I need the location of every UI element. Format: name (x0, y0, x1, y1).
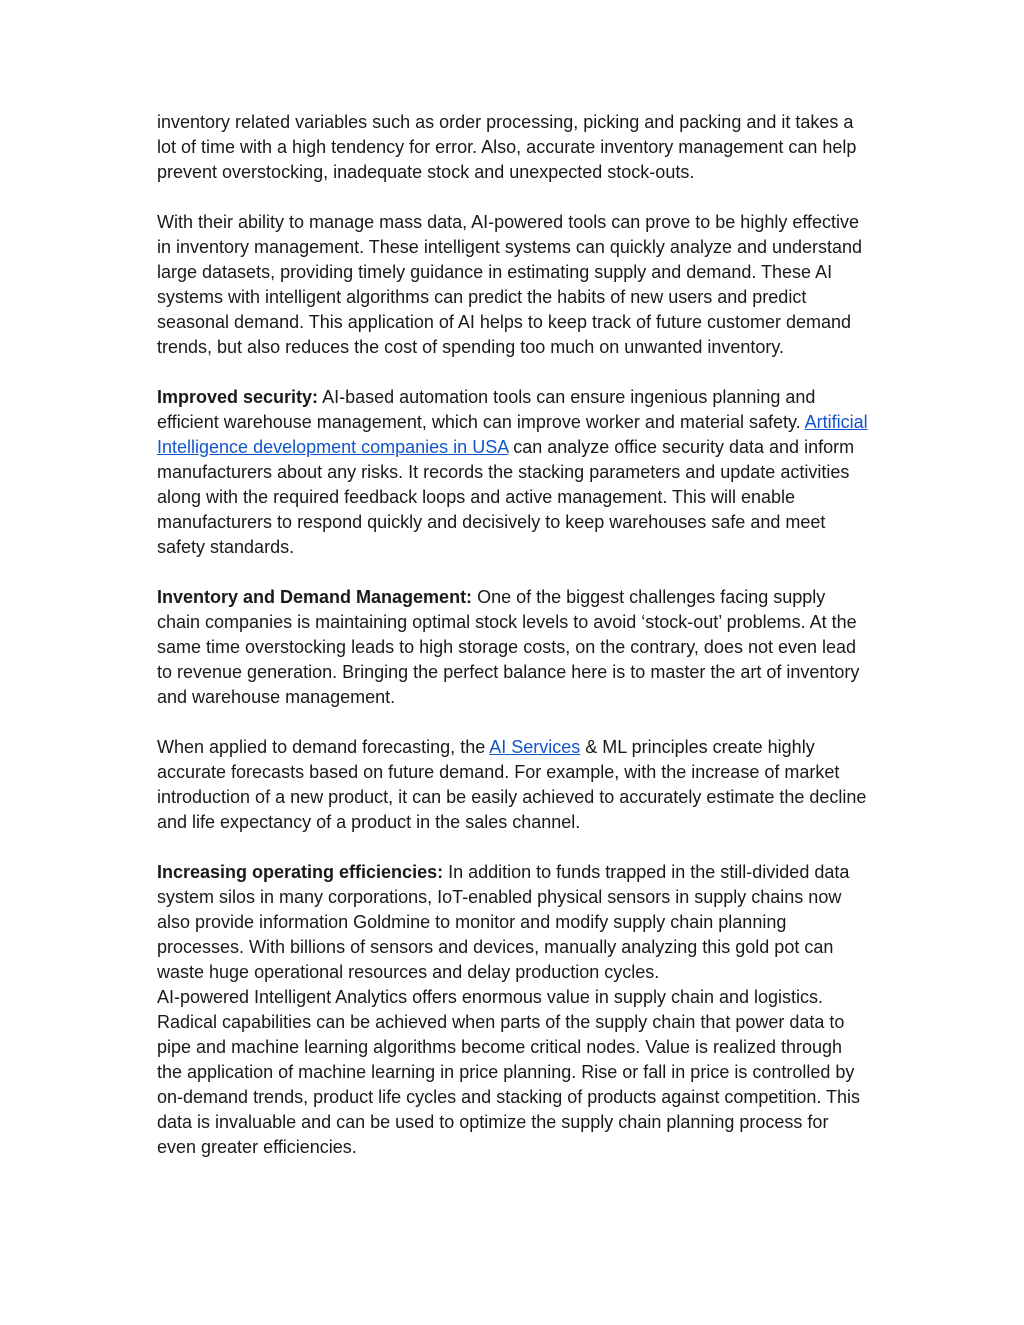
paragraph-demand-forecasting (157, 735, 869, 835)
paragraph-text: With their ability to manage mass data, AI-powered tools can prove to be highly effective in inventory management. These intelligent systems can quickly analyze and understand large datasets, providing timely guidance in estimating supply and demand. These AI systems with intelligent algorithms can predict the habits of new users and predict seasonal demand. This application of AI helps to keep track of future customer demand trends, but also reduces the cost of spending too much on unwanted inventory. (157, 212, 863, 357)
paragraph-text: In addition to funds trapped in the still-divided data system silos in many corporations, IoT-enabled physical sensors in supply chains now also provide information Goldmine to monitor and modify supply chain planning processes. With billions of sensors and devices, manually analyzing this gold pot can waste huge operational resources and delay production cycles. (157, 862, 850, 982)
paragraph-text: & ML principles create highly accurate forecasts based on future demand. For example, with the increase of market introduction of a new product, it can be easily achieved to accurately estimate the decline and life expectancy of a product in the sales channel. (157, 737, 867, 832)
paragraph-inventory-variables (157, 110, 869, 185)
paragraph-improved-security (157, 385, 869, 560)
paragraph-text: inventory related variables such as order processing, picking and packing and it takes a lot of time with a high tendency for error. Also, accurate inventory management can help prevent overstocking, inadequate stock and unexpected stock-outs. (157, 112, 857, 182)
link-ai-services[interactable]: AI Services (489, 737, 581, 757)
section-heading-inventory-demand: Inventory and Demand Management: (157, 587, 473, 607)
section-heading-improved-security: Improved security: (157, 387, 319, 407)
document-page (157, 110, 869, 1160)
paragraph-text: AI-based automation tools can ensure ingenious planning and efficient warehouse management, which can improve worker and material safety. (157, 387, 816, 432)
link-ai-development-companies[interactable]: Artificial Intelligence development companies in USA (157, 412, 868, 457)
paragraph-text: can analyze office security data and inform manufacturers about any risks. It records the stacking parameters and update activities along with the required feedback loops and active management. This will enable manufacturers to respond quickly and decisively to keep warehouses safe and meet safety standards. (157, 437, 855, 557)
paragraph-text: AI-powered Intelligent Analytics offers enormous value in supply chain and logistics. Radical capabilities can be achieved when parts of the supply chain that power data to pipe and machine learning algorithms become critical nodes. Value is realized through the application of machine learning in price planning. Rise or fall in price is controlled by on-demand trends, product life cycles and stacking of products against competition. This data is invaluable and can be used to optimize the supply chain planning process for even greater efficiencies. (157, 987, 861, 1157)
paragraph-inventory-demand-management (157, 585, 869, 710)
section-heading-operating-efficiencies: Increasing operating efficiencies: (157, 862, 444, 882)
paragraph-operating-efficiencies (157, 860, 869, 1160)
paragraph-text: When applied to demand forecasting, the (157, 737, 490, 757)
paragraph-text: One of the biggest challenges facing supply chain companies is maintaining optimal stock levels to avoid ‘stock-out’ problems. At the same time overstocking leads to high storage costs, on the contrary, does not even lead to revenue generation. Bringing the perfect balance here is to master the art of inventory and warehouse management. (157, 587, 860, 707)
paragraph-ai-mass-data (157, 210, 869, 360)
